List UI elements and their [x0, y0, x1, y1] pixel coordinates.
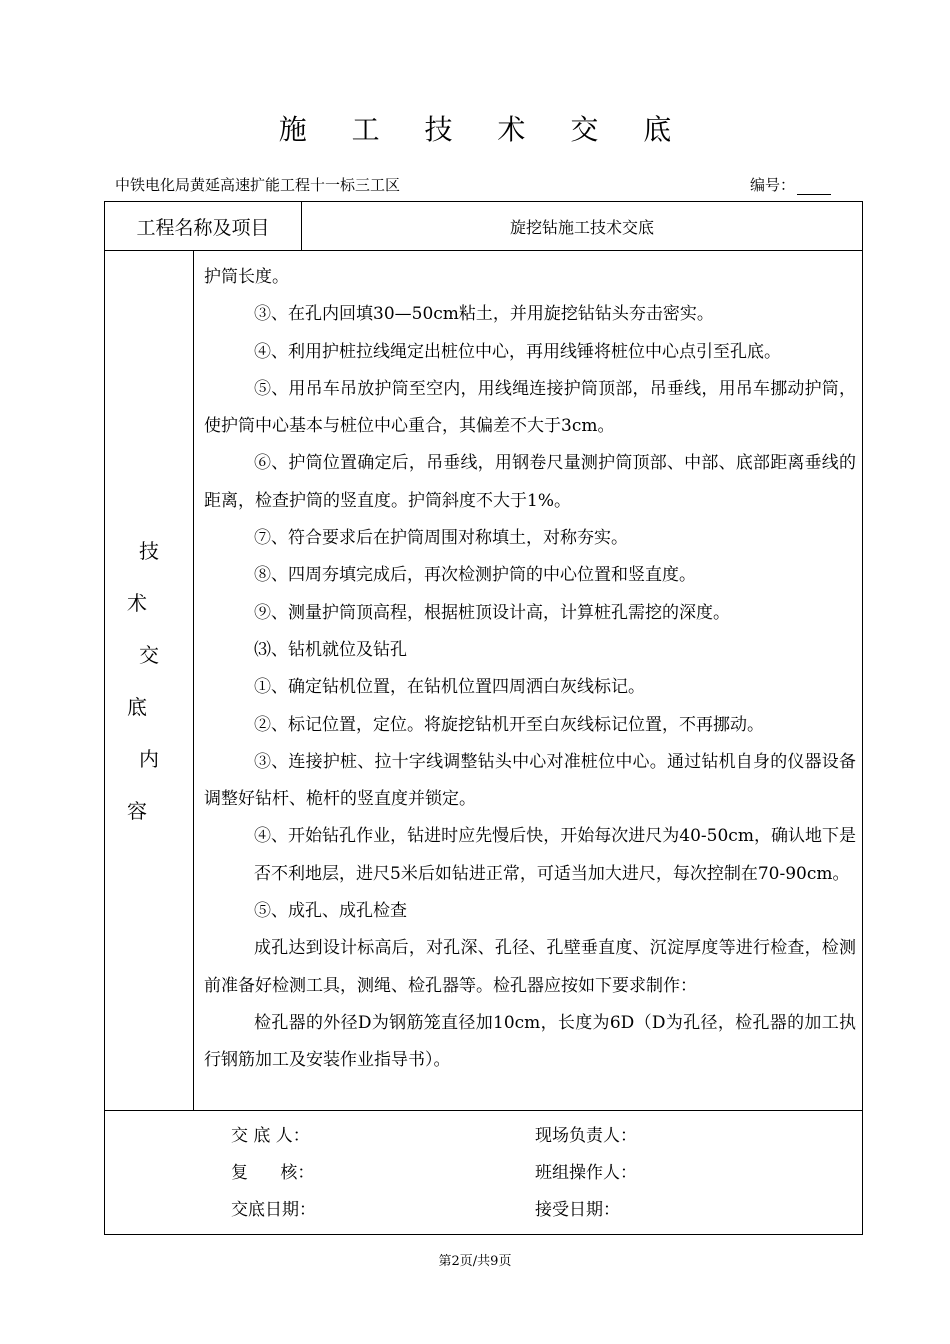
- content-side-label: [114, 525, 184, 837]
- content-paragraph: ⑶、钻机就位及钻孔: [254, 639, 407, 660]
- page-number: 第2页/共9页: [438, 1254, 512, 1269]
- content-side-cell: [105, 251, 194, 1111]
- side-label-line: 交底: [127, 642, 183, 719]
- document-title: 施 工 技 术 交 底: [278, 113, 690, 146]
- content-paragraph: ⑥、护筒位置确定后，吊垂线，用钢卷尺量测护筒顶部、中部、底部距离垂线的距离，检查护筒的竖直度。护筒斜度不大于1%。: [204, 453, 857, 511]
- project-row: [105, 202, 863, 251]
- site-lead-label: 现场负责人：: [535, 1126, 637, 1146]
- content-paragraph: ⑨、测量护筒顶高程，根据桩顶设计高，计算桩孔需挖的深度。: [254, 602, 730, 623]
- content-paragraph: 检孔器的外径D为钢筋笼直径加10cm，长度为6D（D为孔径，检孔器的加工执行钢筋加工及安装作业指导书）。: [204, 1012, 857, 1071]
- content-paragraph: ⑤、用吊车吊放护筒至空内，用线绳连接护筒顶部，吊垂线，用吊车挪动护筒，使护筒中心基本与桩位中心重合，其偏差不大于3cm。: [204, 378, 857, 437]
- content-paragraph: ④、利用护桩拉线绳定出桩位中心，再用线锤将桩位中心点引至孔底。: [254, 341, 781, 362]
- content-paragraph: ③、在孔内回填30—50cm粘土，并用旋挖钻钻头夯击密实。: [254, 304, 714, 325]
- document-number-blank: [797, 180, 831, 195]
- document-number: [750, 174, 831, 195]
- organization-name: 中铁电化局黄延高速扩能工程十一标三工区: [115, 176, 401, 194]
- content-paragraph: ④、开始钻孔作业，钻进时应先慢后快，开始每次进尺为40-50cm，确认地下是否不利地层，进尺5米后如钻进正常，可适当加大进尺，每次控制在70-90cm。: [254, 826, 857, 884]
- side-label-line: 技术: [127, 538, 183, 615]
- content-paragraph: ⑤、成孔、成孔检查: [254, 901, 407, 922]
- document-number-label: 编号：: [750, 176, 796, 194]
- content-paragraph: ②、标记位置，定位。将旋挖钻机开至白灰线标记位置，不再挪动。: [254, 714, 764, 735]
- receive-date-label: 接受日期：: [535, 1200, 620, 1220]
- crew-operator-label: 班组操作人：: [535, 1163, 637, 1183]
- side-label-line: 内容: [127, 746, 183, 823]
- presenter-label: 交 底 人：: [231, 1126, 310, 1146]
- content-paragraph: ①、确定钻机位置，在钻机位置四周洒白灰线标记。: [254, 677, 645, 698]
- content-paragraph: 护筒长度。: [204, 267, 289, 287]
- content-paragraph: ⑧、四周夯填完成后，再次检测护筒的中心位置和竖直度。: [254, 565, 696, 586]
- project-name-label: 工程名称及项目: [105, 202, 302, 251]
- signature-area: [105, 1111, 863, 1235]
- content-paragraph: 成孔达到设计标高后，对孔深、孔径、孔壁垂直度、沉淀厚度等进行检查，检测前准备好检测工具，测绳、检孔器等。检孔器应按如下要求制作：: [204, 938, 857, 996]
- disclosure-table: [104, 201, 863, 1235]
- content-paragraph: ③、连接护桩、拉十字线调整钻头中心对准桩位中心。通过钻机自身的仪器设备调整好钻杆、桅杆的竖直度并锁定。: [204, 751, 857, 810]
- content-row: [105, 251, 863, 1111]
- disclosure-content: [194, 251, 863, 1111]
- project-name-value: 旋挖钻施工技术交底: [302, 202, 863, 251]
- reviewer-label: 复 核：: [231, 1163, 315, 1183]
- disclosure-date-label: 交底日期：: [231, 1200, 316, 1220]
- content-paragraph: ⑦、符合要求后在护筒周围对称填土，对称夯实。: [254, 528, 628, 549]
- signature-row: [105, 1111, 863, 1235]
